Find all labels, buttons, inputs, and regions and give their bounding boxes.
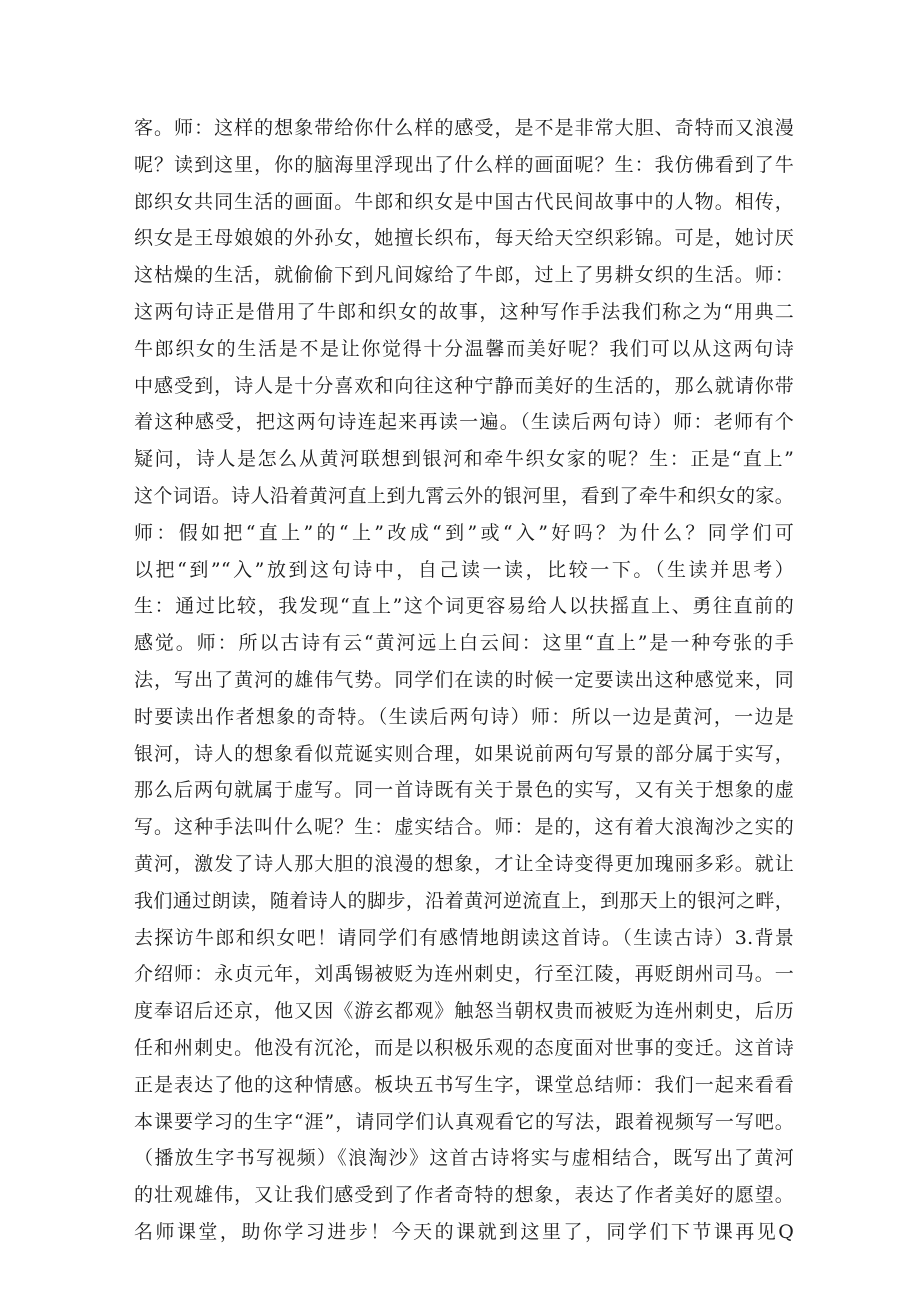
text-line: 黄河，激发了诗人那大胆的浪漫的想象，才让全诗变得更加瑰丽多彩。就让 [134, 852, 794, 875]
text-line: 去探访牛郎和织女吧！请同学们有感情地朗读这首诗。（生读古诗）3.背景 [134, 926, 794, 949]
text-line: 呢？读到这里，你的脑海里浮现出了什么样的画面呢？生：我仿佛看到了牛 [134, 153, 794, 176]
text-line: （播放生字书写视频）《浪淘沙》这首古诗将实与虚相结合，既写出了黄河 [134, 1147, 794, 1170]
text-line: 时要读出作者想象的奇特。（生读后两句诗）师：所以一边是黄河，一边是 [134, 705, 794, 728]
body-text [134, 110, 794, 1251]
text-line: 生：通过比较，我发现“直上”这个词更容易给人以扶摇直上、勇往直前的 [134, 595, 794, 618]
text-line: 客。师：这样的想象带给你什么样的感受，是不是非常大胆、奇特而又浪漫 [134, 117, 794, 139]
text-line: 的壮观雄伟，又让我们感受到了作者奇特的想象，表达了作者美好的愿望。 [134, 1184, 794, 1207]
text-line: 着这种感受，把这两句诗连起来再读一遍。（生读后两句诗）师：老师有个 [134, 411, 794, 434]
text-line: 写。这种手法叫什么呢？生：虚实结合。师：是的，这有着大浪淘沙之实的 [134, 816, 794, 839]
text-line: 以把“到”“入”放到这句诗中，自己读一读，比较一下。（生读并思考） [134, 558, 794, 581]
text-line: 这个词语。诗人沿着黄河直上到九霄云外的银河里，看到了牵牛和织女的家。 [134, 484, 794, 507]
text-line: 正是表达了他的这种情感。板块五书写生字，课堂总结师：我们一起来看看 [134, 1073, 794, 1096]
text-line: 度奉诏后还京，他又因《游玄都观》触怒当朝权贵而被贬为连州刺史，后历 [134, 1000, 794, 1023]
text-line: 感觉。师：所以古诗有云“黄河远上白云间：这里“直上”是一种夸张的手 [134, 632, 794, 655]
text-line: 这两句诗正是借用了牛郎和织女的故事，这种写作手法我们称之为“用典二 [134, 300, 794, 323]
text-line: 牛郎织女的生活是不是让你觉得十分温馨而美好呢？我们可以从这两句诗 [134, 337, 794, 360]
text-line: 名师课堂，助你学习进步！今天的课就到这里了，同学们下节课再见Q [134, 1220, 794, 1243]
text-line: 郎织女共同生活的画面。牛郎和织女是中国古代民间故事中的人物。相传， [134, 190, 794, 213]
text-line: 本课要学习的生字“涯”，请同学们认真观看它的写法，跟着视频写一写吧。 [134, 1110, 794, 1133]
text-line: 我们通过朗读，随着诗人的脚步，沿着黄河逆流直上，到那天上的银河之畔， [134, 889, 794, 912]
text-line: 那么后两句就属于虚写。同一首诗既有关于景色的实写，又有关于想象的虚 [134, 779, 794, 802]
text-line: 织女是王母娘娘的外孙女，她擅长织布，每天给天空织彩锦。可是，她讨厌 [134, 227, 794, 250]
text-line: 银河，诗人的想象看似荒诞实则合理，如果说前两句写景的部分属于实写， [134, 742, 794, 765]
text-line: 中感受到，诗人是十分喜欢和向往这种宁静而美好的生活的，那么就请你带 [134, 374, 794, 397]
text-line: 介绍师：永贞元年，刘禹锡被贬为连州刺史，行至江陵，再贬朗州司马。一 [134, 963, 794, 986]
text-line: 师：假如把“直上”的“上”改成“到”或“入”好吗？为什么？同学们可 [134, 521, 794, 544]
text-line: 疑问，诗人是怎么从黄河联想到银河和牵牛织女家的呢？生：正是“直上” [134, 448, 794, 471]
text-line: 这枯燥的生活，就偷偷下到凡间嫁给了牛郎，过上了男耕女织的生活。师： [134, 264, 794, 287]
text-line: 法，写出了黄河的雄伟气势。同学们在读的时候一定要读出这种感觉来，同 [134, 668, 794, 691]
text-line: 任和州刺史。他没有沉沦，而是以积极乐观的态度面对世事的变迁。这首诗 [134, 1036, 794, 1059]
